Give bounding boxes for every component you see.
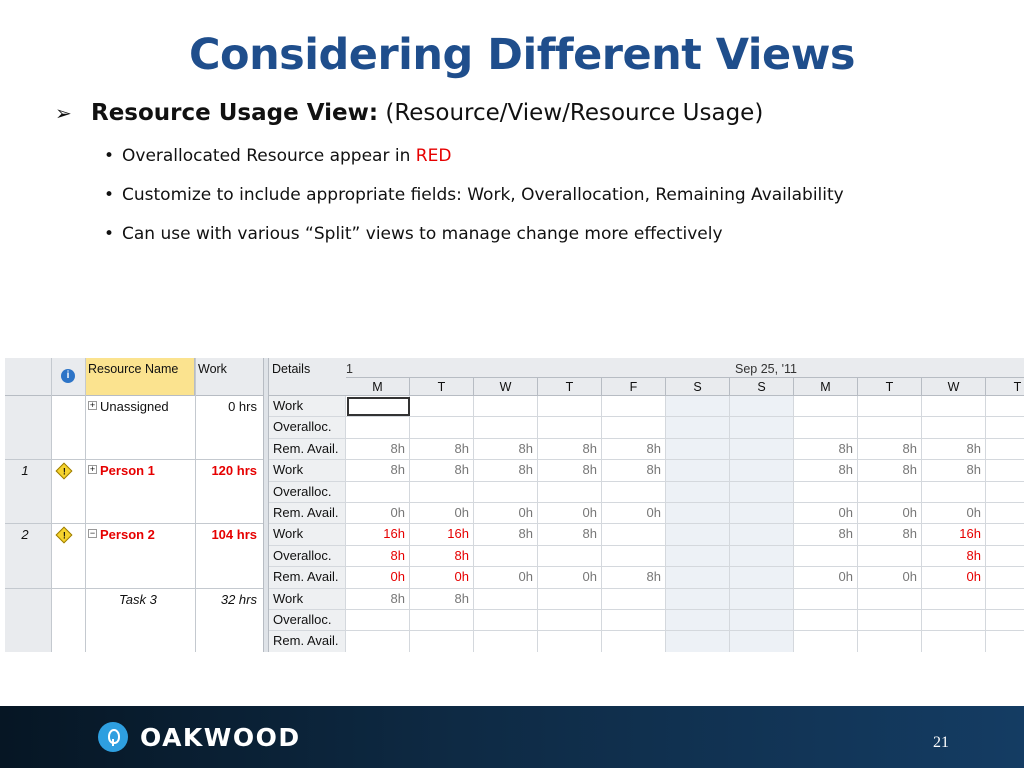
usage-value-cell[interactable]: 8h — [646, 462, 661, 478]
usage-value-cell[interactable]: 8h — [966, 462, 981, 478]
resource-usage-view — [5, 358, 1024, 652]
row-id: 1 — [21, 463, 29, 479]
resource-work[interactable]: 0 hrs — [228, 399, 257, 414]
day-label: M — [346, 378, 410, 396]
usage-value-cell[interactable]: 0h — [390, 569, 405, 585]
resource-work[interactable]: 120 hrs — [211, 463, 257, 479]
usage-value-cell[interactable]: 8h — [646, 569, 661, 585]
usage-value-cell[interactable]: 0h — [646, 505, 661, 520]
details-header[interactable]: Details — [272, 362, 311, 376]
usage-value-cell[interactable]: 8h — [454, 440, 469, 456]
grid-vline — [85, 358, 86, 652]
detail-row-line — [269, 566, 1024, 567]
detail-row-line — [269, 588, 1024, 589]
usage-value-cell[interactable]: 8h — [390, 462, 405, 478]
detail-label: Work — [273, 462, 304, 478]
sub-bullet-highlight: RED — [415, 146, 452, 166]
row-separator — [5, 523, 263, 524]
work-header[interactable]: Work — [198, 362, 227, 376]
detail-row-line — [269, 523, 1024, 524]
usage-value-cell[interactable]: 0h — [518, 505, 533, 520]
usage-value-cell[interactable]: 0h — [838, 569, 853, 585]
day-label: T — [410, 378, 474, 396]
detail-row-line — [269, 459, 1024, 460]
detail-label: Overalloc. — [273, 547, 332, 563]
detail-label: Rem. Avail. — [273, 569, 339, 585]
resource-name-header[interactable]: Resource Name — [88, 362, 179, 376]
row-id: 2 — [21, 527, 29, 543]
day-label: W — [922, 378, 986, 396]
grid-vline — [51, 358, 52, 652]
main-bullet — [55, 100, 763, 126]
usage-value-cell[interactable]: 0h — [902, 569, 917, 585]
detail-label: Rem. Avail. — [273, 633, 339, 649]
detail-label: Overalloc. — [273, 419, 332, 435]
usage-value-cell[interactable]: 0h — [518, 569, 533, 585]
usage-value-cell[interactable]: 8h — [902, 440, 917, 456]
usage-value-cell[interactable]: 8h — [582, 462, 597, 478]
usage-value-cell[interactable]: 8h — [390, 590, 405, 606]
oakwood-logo-icon — [98, 722, 128, 752]
usage-value-cell[interactable]: 16h — [959, 526, 981, 542]
oakwood-logo-text: OAKWOOD — [140, 723, 301, 752]
split-bar[interactable] — [263, 358, 269, 652]
usage-value-cell[interactable]: 8h — [966, 440, 981, 456]
day-label: S — [666, 378, 730, 396]
resource-name[interactable]: Person 2 — [100, 527, 155, 543]
expand-toggle-icon[interactable]: + — [89, 464, 96, 475]
detail-label: Overalloc. — [273, 612, 332, 627]
usage-value-cell[interactable]: 8h — [902, 526, 917, 542]
detail-label: Rem. Avail. — [273, 505, 339, 520]
detail-label: Work — [273, 398, 304, 413]
warning-icon[interactable]: ! — [56, 527, 73, 544]
day-label: T — [858, 378, 922, 396]
usage-value-cell[interactable]: 0h — [582, 569, 597, 585]
usage-value-cell[interactable]: 8h — [390, 440, 405, 456]
expand-toggle-icon[interactable]: + — [89, 400, 96, 410]
usage-value-cell[interactable]: 8h — [454, 547, 469, 563]
row-separator — [5, 459, 263, 460]
detail-row-line — [269, 481, 1024, 482]
footer-bar — [0, 706, 1024, 768]
usage-value-cell[interactable]: 0h — [966, 505, 981, 520]
main-bullet-bold: Resource Usage View: — [91, 100, 379, 126]
resource-work[interactable]: 104 hrs — [211, 527, 257, 543]
detail-row-line — [269, 502, 1024, 503]
sub-bullet-list — [104, 146, 844, 263]
detail-label: Work — [273, 590, 304, 606]
usage-value-cell[interactable]: 8h — [390, 547, 405, 563]
usage-value-cell[interactable]: 0h — [454, 505, 469, 520]
usage-value-cell[interactable]: 16h — [383, 526, 405, 542]
selected-cell[interactable] — [347, 397, 410, 416]
usage-value-cell[interactable]: 16h — [447, 526, 469, 542]
usage-value-cell[interactable]: 8h — [454, 462, 469, 478]
day-label: T — [538, 378, 602, 396]
resource-name[interactable]: Unassigned — [100, 399, 169, 414]
usage-value-cell[interactable]: 8h — [582, 440, 597, 456]
usage-value-cell[interactable]: 8h — [518, 440, 533, 456]
timescale-week-2: Sep 25, '11 — [735, 362, 797, 376]
detail-label: Rem. Avail. — [273, 440, 339, 456]
sub-bullet-text: Customize to include appropriate fields: Work, Overallocation, Remaining Availability — [122, 185, 844, 205]
sub-bullet-text: Can use with various “Split” views to manage change more effectively — [122, 224, 723, 244]
page-number: 21 — [933, 734, 949, 751]
day-label: T — [986, 378, 1024, 396]
detail-row-line — [269, 630, 1024, 631]
sub-bullet-item: • Can use with various “Split” views to manage change more effectively — [104, 224, 723, 244]
sub-bullet-item: • Customize to include appropriate fields: Work, Overallocation, Remaining Availability — [104, 185, 844, 205]
day-label: S — [730, 378, 794, 396]
info-icon[interactable]: i — [61, 369, 75, 383]
usage-value-cell[interactable]: 8h — [966, 547, 981, 563]
detail-label: Work — [273, 526, 304, 542]
day-label: F — [602, 378, 666, 396]
usage-value-cell[interactable]: 8h — [838, 440, 853, 456]
usage-value-cell[interactable]: 0h — [838, 505, 853, 520]
expand-toggle-icon[interactable]: − — [89, 528, 96, 539]
usage-value-cell[interactable]: 8h — [518, 462, 533, 478]
day-label: M — [794, 378, 858, 396]
usage-value-cell[interactable]: 0h — [454, 569, 469, 585]
usage-value-cell[interactable]: 8h — [454, 590, 469, 606]
usage-value-cell[interactable]: 0h — [582, 505, 597, 520]
slide-title: Considering Different Views — [188, 30, 856, 80]
usage-value-cell[interactable]: 8h — [838, 526, 853, 542]
usage-value-cell[interactable]: 8h — [582, 526, 597, 542]
usage-value-cell[interactable]: 0h — [902, 505, 917, 520]
usage-value-cell[interactable]: 0h — [966, 569, 981, 585]
detail-row-line — [269, 609, 1024, 610]
usage-value-cell[interactable]: 0h — [390, 505, 405, 520]
usage-value-cell[interactable]: 8h — [838, 462, 853, 478]
usage-value-cell[interactable]: 8h — [646, 440, 661, 456]
day-label: W — [474, 378, 538, 396]
warning-icon[interactable]: ! — [56, 463, 73, 480]
detail-row-line — [269, 545, 1024, 546]
sub-bullet-text: Overallocated Resource appear in — [122, 146, 416, 166]
detail-row-line — [269, 416, 1024, 417]
timescale-week-1: 1 — [346, 362, 353, 376]
sub-bullet-item: • Overallocated Resource appear in RED — [104, 146, 452, 166]
main-bullet-rest: (Resource/View/Resource Usage) — [378, 100, 764, 126]
row-separator — [5, 588, 263, 589]
usage-value-cell[interactable]: 8h — [518, 526, 533, 542]
detail-label: Overalloc. — [273, 483, 332, 499]
resource-name[interactable]: Task 3 — [119, 591, 157, 607]
resource-name[interactable]: Person 1 — [100, 463, 155, 479]
resource-work[interactable]: 32 hrs — [220, 591, 257, 607]
usage-value-cell[interactable]: 8h — [902, 462, 917, 478]
arrow-bullet-icon: ➢ — [55, 101, 72, 125]
detail-row-line — [269, 438, 1024, 439]
